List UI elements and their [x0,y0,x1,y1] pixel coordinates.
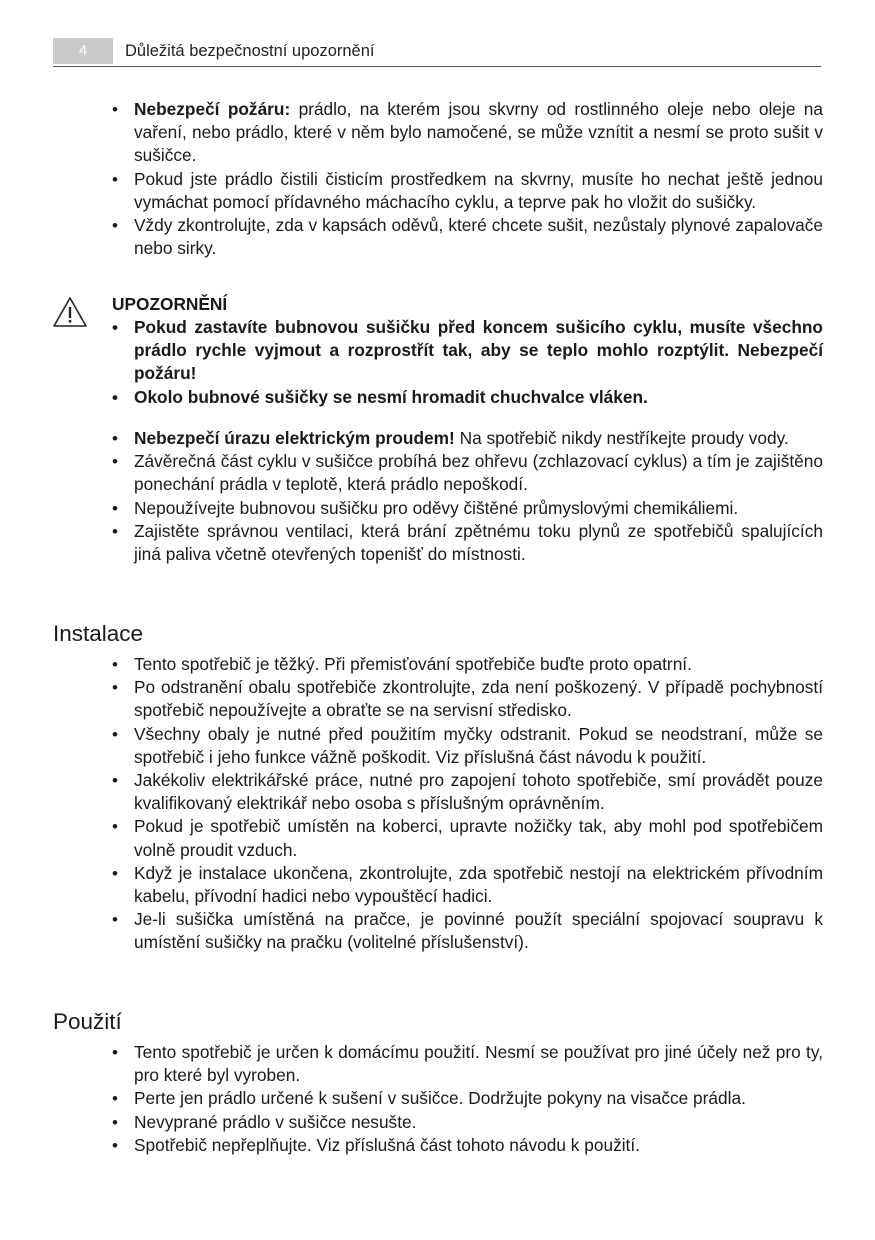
list-item: • Pokud je spotřebič umístěn na koberci, upravte nožičky tak, aby mohl pod spotřebičem volně proudit vzduch. [109,815,823,861]
section-heading-usage: Použití [53,1009,122,1034]
page-number: 4 [53,38,113,64]
list-item: • Je-li sušička umístěná na pračce, je povinné použít speciální spojovací soupravu k umístění sušičky na pračku (volitelné příslušenství). [109,908,823,954]
section-heading-installation: Instalace [53,621,144,646]
bold-lead: Nebezpečí požáru: [134,99,291,119]
list-item: • Perte jen prádlo určené k sušení v sušičce. Dodržujte pokyny na visačce prádla. [109,1087,823,1110]
page-header [53,38,821,67]
list-item: • Jakékoliv elektrikářské práce, nutné pro zapojení tohoto spotřebiče, smí provádět pouze kvalifikovaný elektrikář nebo osoba s příslušným oprávněním. [109,769,823,815]
safety-list-2 [109,427,823,566]
list-item: • Okolo bubnové sušičky se nesmí hromadit chuchvalce vláken. [109,386,823,409]
list-item [109,168,823,214]
item-text: Vždy zkontrolujte, zda v kapsách oděvů, které chcete sušit, nezůstaly plynové zapalovače nebo sirky. [134,215,823,259]
list-item: • Nevyprané prádlo v sušičce nesušte. [109,1111,823,1134]
list-item: • Tento spotřebič je určen k domácímu použití. Nesmí se používat pro jiné účely než pro ty, pro které byl vyroben. [109,1041,823,1087]
list-item [109,214,823,260]
list-item: • Tento spotřebič je těžký. Při přemisťování spotřebiče buďte proto opatrní. [109,653,823,676]
usage-list [109,1041,823,1157]
list-item [109,497,823,520]
list-item [109,98,823,168]
list-item [109,427,823,450]
item-text: Pokud jste prádlo čistili čisticím prostředkem na skvrny, musíte ho nechat ještě jednou vymáchat pomocí přídavného máchacího cyklu, a teprve pak ho vložit do sušičky. [134,168,823,212]
item-text: prádlo, na kterém jsou skvrny od rostlinného oleje nebo oleje na vaření, nebo prádlo, které v něm bylo namočené, se může vznítit a nesmí se proto sušit v sušičce. [134,99,823,166]
item-text: Závěrečná část cyklu v sušičce probíhá bez ohřevu (zchlazovací cyklus) a tím je zajištěno ponechání prádla v teplotě, která prádlo nepoškodí. [134,451,823,495]
warning-list [109,316,823,409]
bold-lead: Nebezpečí úrazu elektrickým proudem! [134,428,455,448]
list-item: • Po odstranění obalu spotřebiče zkontrolujte, zda není poškozený. V případě pochybností spotřebič nepoužívejte a obraťte se na servisní středisko. [109,676,823,722]
warning-heading: UPOZORNĚNÍ [112,294,228,314]
list-item: • Pokud zastavíte bubnovou sušičku před koncem sušicího cyklu, musíte všechno prádlo rychle vyjmout a rozprostřít tak, aby se teplo mohlo rozptýlit. Nebezpečí požáru! [109,316,823,386]
safety-list-1 [109,98,823,260]
warning-triangle-icon [52,296,88,328]
list-item [109,450,823,496]
installation-list [109,653,823,955]
list-item: • Všechny obaly je nutné před použitím myčky odstranit. Pokud se neodstraní, může se spotřebič i jeho funkce vážně poškodit. Viz příslušná část návodu k použití. [109,723,823,769]
item-text: Zajistěte správnou ventilaci, která brání zpětnému toku plynů ze spotřebičů spalujících jiná paliva včetně otevřených topenišť do místnosti. [134,520,823,565]
item-text: Na spotřebič nikdy nestříkejte proudy vody. [454,428,789,448]
list-item [109,520,823,566]
item-text: Nepoužívejte bubnovou sušičku pro oděvy čištěné průmyslovými chemikáliemi. [134,497,739,518]
header-title: Důležitá bezpečnostní upozornění [125,42,375,60]
list-item: • Spotřebič nepřeplňujte. Viz příslušná část tohoto návodu k použití. [109,1134,823,1157]
list-item: • Když je instalace ukončena, zkontrolujte, zda spotřebič nestojí na elektrickém přívodním kabelu, přívodní hadici nebo vypouštěcí hadici. [109,862,823,908]
